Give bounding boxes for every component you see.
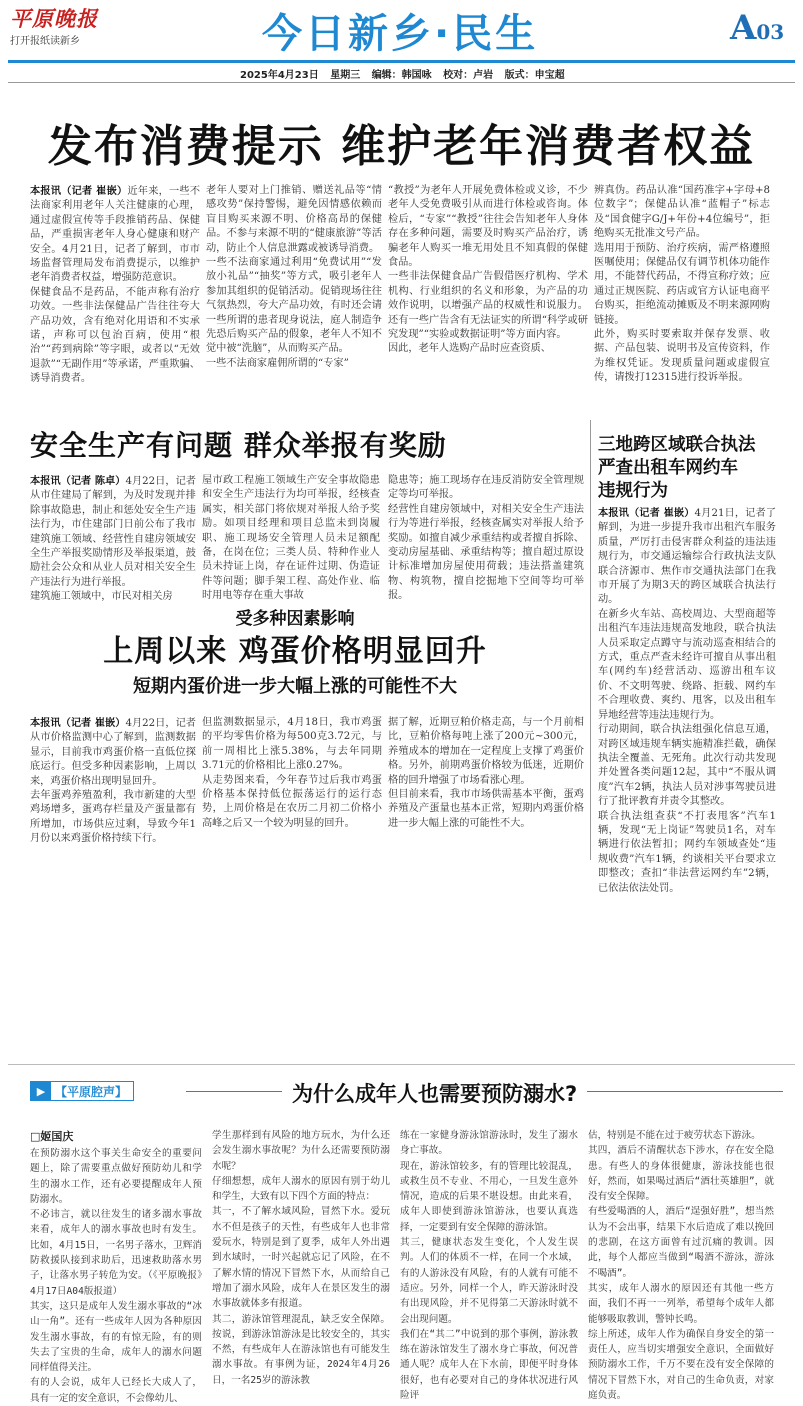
article3-col-3: 据了解，近期豆粕价格走高，与一个月前相比，豆粕价格每吨上涨了200元~300元，养殖成本的增加在一定程度上支撑了鸡蛋价格。另外，前期鸡蛋价格较为低迷，近期价格的回升增强了市场看涨心理。 但目前来看，我市市场供需基本平衡，蛋鸡养殖及产蛋量也基本正常，短期内鸡蛋价格进一步大幅上涨的可能性不大。 [388,717,584,829]
page-digits: 03 [756,20,785,44]
side-headline-line-3: 违规行为 [598,481,668,501]
article4-author: □姬国庆 [30,1130,74,1143]
column-tag-label: 【平原腔声】 [55,1084,128,1099]
article2-col-1 [30,474,196,603]
article2-col-2: 屋市政工程施工领域生产安全事故隐患和安全生产违法行为均可举报，经核查属实，相关部门将依规对举报人给予奖励。如项目经理和项目总监未到岗履职、施工现场安全管理人员未足额配备，在岗在位；三类人员、特种作业人员未持证上岗，存在证件过期、伪造证件等问题；脚手架工程、高处作业、临时用电等存在重大事故 [202,475,380,602]
logo-text: 平原晚报 [10,6,98,31]
side-headline-line-2: 严查出租车网约车 [598,458,738,478]
side-article-headline [598,434,798,503]
side-headline-line-1: 三地跨区域联合执法 [598,435,756,455]
column-divider [590,420,591,860]
header-rule [8,60,795,63]
page-letter: A [730,8,757,48]
article1-col-2: 老年人要对上门推销、赠送礼品等“情感攻势”保持警惕，避免因情感依赖而盲目购买来源不明、价格高昂的保健品。不参与来源不明的“健康旅游”等活动，防止个人信息泄露或被诱导消费。 一些不法商家通过利用“免费试用”“发放小礼品”“抽奖”等方式，吸引老年人参加其组织的促销活动。促销现场往往气氛热烈，夸大产品功效，有时还会请一些所谓的患者现身说法，庭人制造争先恐后购买产品的假象，老年人不知不觉中被“洗脑”，从而购买产品。 一些不法商家雇佣所谓的“专家” [206,185,382,369]
side-article-lead: 本报讯（记者 崔嵌） [598,507,695,519]
article4-headline: 为什么成年人也需要预防溺水? [282,1078,587,1108]
side-article-body [598,506,777,894]
page-number [730,8,784,48]
article3-subhead: 短期内蛋价进一步大幅上涨的可能性不大 [133,676,457,697]
article2-col-3: 隐患等；施工现场存在违反消防安全管理规定等均可举报。 经营性自建房领域中，对相关安全生产违法行为等进行举报，经核查属实对举报人给予奖励。如擅自减少承重结构或者擅自拆除、变动房屋基础、承重结构等；擅自超过原设计标准增加房屋使用荷载；违法搭盖建筑物、构筑物，擅自挖掘地下空间等均可举报。 [388,475,584,602]
masthead-logo [10,8,98,47]
article4-col-4: 估，特别是不能在过于疲劳状态下游泳。 其四，酒后不清醒状态下涉水，存在安全隐患。有些人的身体很健康，游泳技能也很好，然而，如果喝过酒后“酒壮英雄胆”，就没有安全保障。 有些爱喝酒的人，酒后“逞强好胜”，想当然认为不会出事，结果下水后造成了难以挽回的悲剧，在这方面曾有过沉痛的教训。因此，每个人都应当做到“喝酒不游泳，游泳不喝酒”。 其实，成年人溺水的原因还有其他一些方面，我们不再一一列举，希望每个成年人都能够吸取教训，警钟长鸣。 综上所述，成年人作为确保自身安全的第一责任人，应当切实增强安全意识，全面做好预防溺水工作，千万不要在没有安全保障的情况下冒然下水，对自己的生命负责，对家庭负责。 [588,1130,774,1402]
column-tag [30,1081,134,1101]
article1-lead: 本报讯（记者 崔嵌） [30,185,128,197]
issue-info [240,66,573,81]
article4-col-3: 练在一家健身游泳馆游泳时，发生了溺水身亡事故。 现在，游泳馆较多，有的管理比较混乱，或救生员不专业、不用心，一旦发生意外情况，造成的后果不堪设想。由此来看，成年人即使到游泳馆游泳，也要认真选择，一定要到有安全保障的游泳馆。 其三，健康状态发生变化，个人发生误判。人们的体质不一样，在同一个水域，有的人游泳没有风险，有的人就有可能不适应。另外，同样一个人，昨天游泳时没有出现风险，并不见得第二天游泳时就不会出现问题。 我们在“其二”中说到的那个事例，游泳教练在游泳馆发生了溺水身亡事故，何况普通人呢？成年人在下水前，即便平时身体很好，也有必要对自己的身体状况进行风险评 [400,1130,578,1402]
megaphone-icon: ▶ [31,1082,51,1100]
header-rule-thin [8,82,795,83]
article1-col-3: “教授”为老年人开展免费体检或义诊，不少老年人受免费吸引从而进行体检或咨询。体检后，“专家”“教授”往往会告知老年人身体存在多种问题，需要及时购买产品治疗，诱骗老年人购买一堆无用处且不知真假的保健食品。 一些非法保健食品广告假借医疗机构、学术机构、行业组织的名义和形象，为产品的功效作说明，以增强产品的权威性和说服力。还有一些广告含有无法证实的所谓“科学或研究发现”“实验或数据证明”等方面内容。 因此，老年人选购产品时应查资质、 [388,185,588,355]
article3-col-2: 但监测数据显示，4月18日，我市鸡蛋的平均零售价格为每500克3.72元，与前一周相比上涨5.38%，与去年同期3.71元的价格相比上涨0.27%。 从走势图来看，今年春节过后我市鸡蛋价格基本保持低位振荡运行的运行态势，上周价格是在农历二月初二价格小高峰之后又一个较为明显的回升。 [202,717,382,829]
article3-col-1 [30,716,196,858]
article3-kicker: 受多种因素影响 [235,609,355,629]
article1-col-1-text: 近年来，一些不法商家利用老年人关注健康的心理，通过虚假宣传等手段推销药品、保健品，严重损害老年人身心健康和财产安全。4月21日，记者了解到，市市场监督管理局发布消费提示，以维护老年消费者权益，增强防范意识。 保健食品不是药品，不能声称有治疗功效。一些非法保健品广告往往夸大产品功效，含有绝对化用语和不实承诺，声称可以包治百病，使用“根治”“药到病除”等字眼，或者以“无效退款”“无副作用”等承诺，严重欺骗、诱导消费者。 [30,186,201,385]
article2-lead: 本报讯（记者 陈卓） [30,475,126,487]
article2-headline: 安全生产有问题 群众举报有奖励 [30,429,447,462]
article1-col-1 [30,184,200,404]
issue-editor: 编辑：韩国咏 [371,70,432,81]
article1-col-4: 辨真伪。药品认准“国药准字+字母+8位数字”；保健品认准“蓝帽子”标志及“国食健字G/J+年份+4位编号”，拒绝购买无批准文号产品。 选用用于预防、治疗疾病，需严格遵照医嘱使用；保健品仅有调节机体功能作用，不能替代药品，不得宣称疗效；应通过正规医院、药店或官方认证电商平台购买，拒绝流动摊贩及不明来源网购链接。 此外，购买时要索取并保存发票、收据、产品包装、说明书及宣传资料，作为维权凭证。发现质量问题或虚假宣传，请拨打12315进行投诉举报。 [594,185,770,384]
issue-layout: 版式：申宝超 [504,70,565,81]
article3-col-1-text: 4月22日，记者从市价格监测中心了解到，监测数据显示，目前我市鸡蛋价格一直低位探底运行。但受多种因素影响，上周以来，鸡蛋价格出现明显回升。 去年蛋鸡养殖盈利，我市新建的大型鸡场增多，蛋鸡存栏量及产蛋量都有所增加，市场供应过剩，导致今年1月份以来鸡蛋价格持续下行。 [30,718,196,845]
side-article-text: 4月21日，记者了解到，为进一步提升我市出租汽车服务质量，严厉打击侵害群众利益的违法违规行为，市交通运输综合行政执法支队联合济源市、焦作市交通执法部门在我市开展了为期3天的跨区域联合执法行动。 在新乡火车站、高校周边、大型商超等出租汽车违法违规高发地段，联合执法人员采取定点蹲守与流动巡查相结合的方式，重点严查未经许可擅自从事出租车(网约车)经营活动、巡游出租车议价、不文明驾驶、绕路、拒载、网约车不合理收费、爽约、甩客，以及出租车异地经营等违法违规行为。 行动期间，联合执法组强化信息互通，对跨区域违规车辆实施精准拦截，确保执法全覆盖、无死角。此次行动共发现并处置各类问题12起，其中“不服从调度”汽车2辆，执法人员对涉事驾驶员进行了批评教育并责令其整改。 联合执法组查获“不打表甩客”汽车1辆，发现“无上岗证”驾驶员1名，对车辆进行依法暂扣；网约车领域查处“违规收费”汽车1辆，约谈相关平台要求立即整改；查扣“非法营运网约车”2辆，已依法依法处罚。 [598,508,777,894]
article1-headline: 发布消费提示 维护老年消费者权益 [47,121,756,172]
article3-lead: 本报讯（记者 崔嵌） [30,717,126,729]
article2-col-1-text: 4月22日，记者从市住建局了解到，为及时发现并排除事故隐患，制止和惩处安全生产违法行为，市住建部门日前公布了我市建筑施工领域、经营性自建房领域安全生产举报奖励情形及举报渠道，鼓励社会公众和从业人员对相关安全生产违法行为进行举报。 建筑施工领域中，市民对相关房 [30,476,196,603]
section-title: 今日新乡·民生 [262,11,539,57]
article3-headline: 上周以来 鸡蛋价格明显回升 [103,634,487,669]
issue-weekday: 星期三 [330,70,361,81]
article4-col-1: 在预防溺水这个事关生命安全的重要问题上，除了需要重点做好预防幼儿和学生的溺水工作，还有必要提醒成年人预防溺水。 不必讳言，就以往发生的诸多溺水事故来看，成年人的溺水事故也时有发生。比如，4月15日，一名男子落水，卫辉消防救援队接到求助后，迅速救助落水男子，让落水男子转危为安。（《平原晚报》4月17日A04版报道） 其实，这只是成年人发生溺水事故的“冰山一角”。还有一些成年人因为各种原因发生溺水事故，有的有惊无险，有的则失去了宝贵的生命，成年人的溺水问题同样值得关注。 有的人会说，成年人已经长大成人了，具有一定的安全意识，不会像幼儿、 [30,1148,202,1404]
section-separator [8,1064,795,1065]
article4-col-2: 学生那样到有风险的地方玩水，为什么还会发生溺水事故呢？为什么还需要预防溺水呢？ 仔细想想，成年人溺水的原因有别于幼儿和学生，大致有以下四个方面的特点： 其一，不了解水域风险，冒然下水。爱玩水不但是孩子的天性，有些成年人也非常爱玩水，特别是到了夏季，成年人外出遇到水域时，一时兴起就忘记了风险，在不了解水情的情况下冒然下水，从而给自己增加了溺水风险，成年人在景区发生的溺水事故就体多有报道。 其二，游泳馆管理混乱，缺乏安全保障。按说，到游泳馆游泳是比较安全的，其实不然，有些成年人在游泳馆也有可能发生溺水事故。有事例为证，2024年4月26日，一名25岁的游泳教 [212,1130,390,1386]
logo-slogan: 打开报纸读新乡 [10,36,80,47]
issue-proofreader: 校对：卢岩 [443,70,494,81]
issue-date: 2025年4月23日 [240,70,319,81]
